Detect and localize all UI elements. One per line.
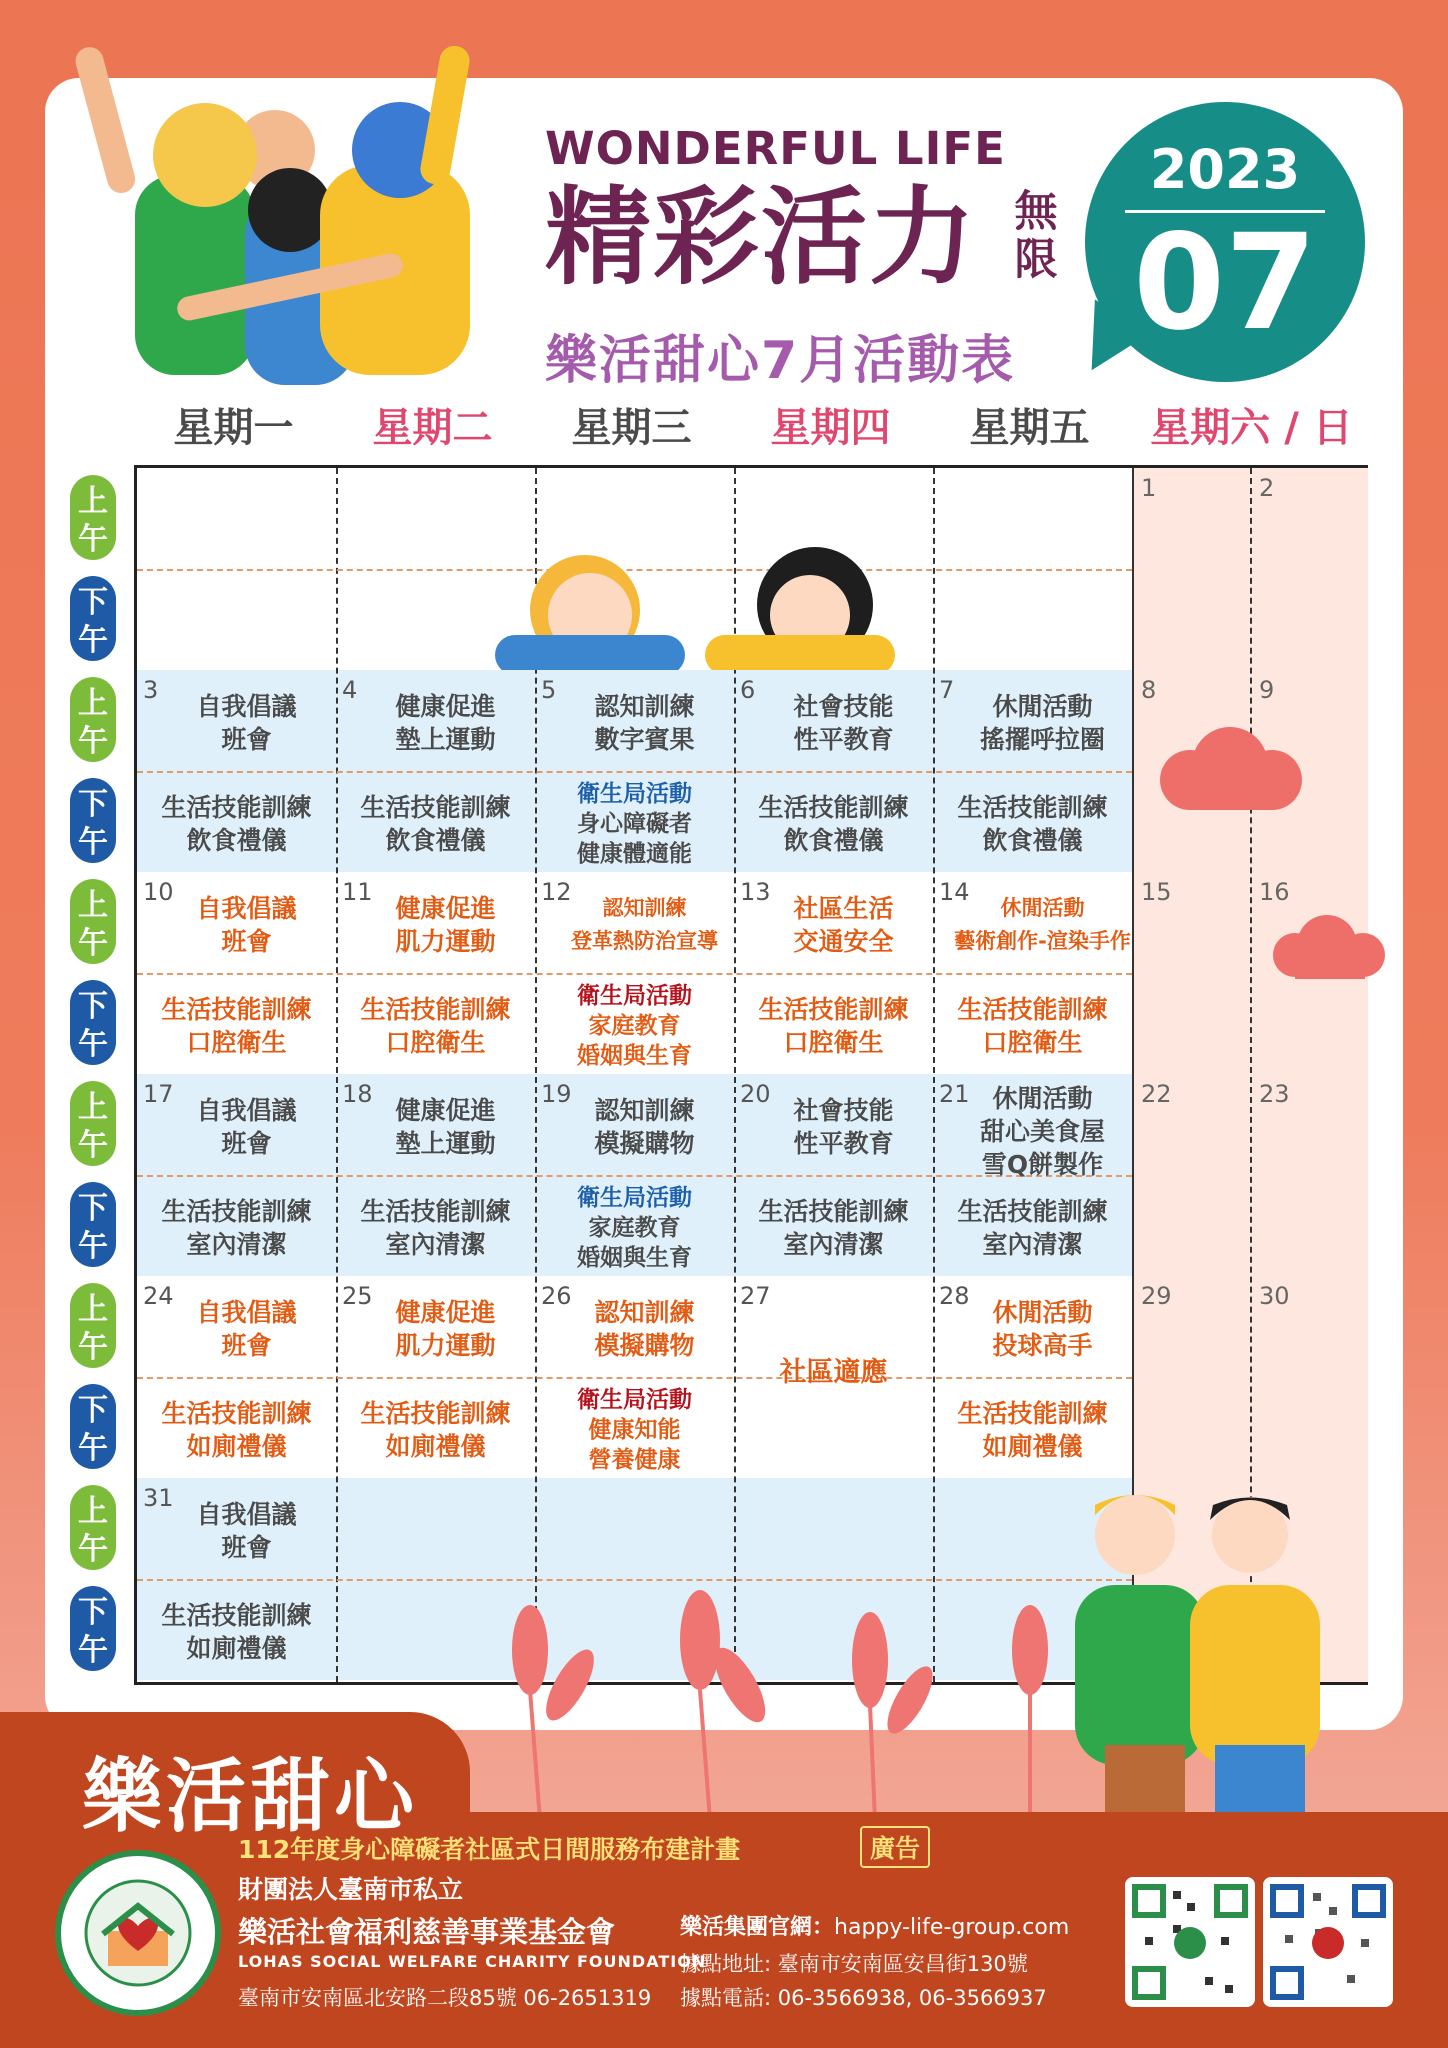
am-label: 上 午 [70,879,116,964]
activity-pm: 生活技能訓練 飲食禮儀 [758,793,909,855]
activity-pm: 家庭教育 婚姻與生育 [577,1013,692,1069]
activity-pm-header: 衛生局活動 [577,1387,692,1413]
men-illustration [1025,1475,1355,1820]
activity-am: 自我倡議 班會 [196,894,297,956]
activity-pm: 身心障礙者 健康體適能 [577,811,692,867]
weekend-date-number: 16 [1259,878,1290,906]
site-address: 據點地址: 臺南市安南區安昌街130號 [680,1952,1028,1976]
activity-pm: 生活技能訓練 口腔衛生 [161,995,312,1057]
date-number: 12 [541,878,572,906]
date-number: 19 [541,1080,572,1108]
activity-pm-header: 衛生局活動 [577,1185,692,1211]
day-header-wed: 星期三 [571,405,692,451]
website-link[interactable]: happy-life-group.com [834,1915,1070,1940]
am-label: 上 午 [70,1485,116,1570]
activity-am: 健康促進 肌力運動 [395,894,496,956]
activity-am: 休閒活動 藝術創作-渲染手作 [954,896,1131,953]
day-header-thu: 星期四 [770,405,891,451]
am-label: 上 午 [70,475,116,560]
date-number: 11 [342,878,373,906]
activity-full-day: 社區適應 [779,1357,888,1388]
date-number: 31 [143,1484,174,1512]
am-label: 上 午 [70,1283,116,1368]
website-line [680,1910,1069,1941]
activity-am: 認知訓練 登革熱防治宣導 [571,896,718,953]
pm-label: 下 午 [70,576,116,661]
website-label: 樂活集團官網： [680,1915,835,1940]
weekend-date-number: 2 [1259,474,1275,502]
date-number: 14 [939,878,970,906]
activity-am: 休閒活動 搖擺呼拉圈 [979,692,1105,754]
activity-pm: 生活技能訓練 室內清潔 [360,1197,511,1259]
date-number: 17 [143,1080,174,1108]
pm-label: 下 午 [70,1182,116,1267]
am-pm-divider [137,771,1132,773]
activity-am: 認知訓練 數字賓果 [594,692,695,754]
ad-tag: 廣告 [860,1826,930,1868]
line-qr-code[interactable] [1125,1877,1255,2007]
month-label: 07 [1133,206,1317,360]
activity-pm: 生活技能訓練 飲食禮儀 [957,793,1108,855]
weekend-date-number: 22 [1141,1080,1172,1108]
weekend-date-number: 29 [1141,1282,1172,1310]
date-number: 18 [342,1080,373,1108]
org-line1: 財團法人臺南市私立 [238,1875,464,1904]
activity-pm: 生活技能訓練 室內清潔 [161,1197,312,1259]
main-title: 精彩活力 [545,176,977,299]
activity-pm: 生活技能訓練 飲食禮儀 [360,793,511,855]
activity-am: 休閒活動 甜心美食屋 雪Q餅製作 [979,1084,1105,1179]
foundation-logo [55,1850,221,2016]
weekend-date-number: 23 [1259,1080,1290,1108]
activity-am: 社會技能 性平教育 [793,692,894,754]
activity-am: 認知訓練 模擬購物 [594,1096,695,1158]
date-number: 26 [541,1282,572,1310]
qr-pattern [1125,1877,1255,2007]
plan-title: 112年度身心障礙者社區式日間服務布建計畫 [238,1835,741,1864]
activity-am: 自我倡議 班會 [196,1298,297,1360]
activity-pm: 生活技能訓練 如廁禮儀 [957,1399,1108,1461]
weekend-date-number: 1 [1141,474,1157,502]
date-number: 24 [143,1282,174,1310]
activity-am: 自我倡議 班會 [196,1096,297,1158]
girls-illustration [475,540,905,670]
pm-label: 下 午 [70,778,116,863]
site-phone: 據點電話: 06-3566938, 06-3566937 [680,1986,1047,2010]
am-label: 上 午 [70,1081,116,1166]
date-number: 7 [939,676,955,704]
activity-pm-header: 衛生局活動 [577,983,692,1009]
activity-am: 健康促進 肌力運動 [395,1298,496,1360]
activity-pm: 生活技能訓練 口腔衛生 [758,995,909,1057]
activity-pm: 家庭教育 婚姻與生育 [577,1215,692,1271]
pm-label: 下 午 [70,1384,116,1469]
am-pm-divider [137,1377,1132,1379]
activity-pm: 生活技能訓練 飲食禮儀 [161,793,312,855]
activity-pm: 生活技能訓練 如廁禮儀 [161,1399,312,1461]
am-label: 上 午 [70,677,116,762]
date-number: 3 [143,676,159,704]
activity-am: 社會技能 性平教育 [793,1096,894,1158]
qr-pattern [1263,1877,1393,2007]
day-header-weekend: 星期六 / 日 [1150,405,1353,451]
activity-am: 社區生活 交通安全 [793,894,894,956]
footer-brand: 樂活甜心 [82,1750,418,1843]
date-number: 21 [939,1080,970,1108]
subtitle: WONDERFUL LIFE [545,122,1006,175]
calendar-subheading: 樂活甜心7月活動表 [545,331,1016,391]
activity-pm: 生活技能訓練 如廁禮儀 [161,1601,312,1663]
pm-label: 下 午 [70,980,116,1065]
activity-am: 休閒活動 投球高手 [992,1298,1093,1360]
date-number: 6 [740,676,756,704]
weekend-date-number: 15 [1141,878,1172,906]
activity-am: 健康促進 墊上運動 [395,692,496,754]
pm-label: 下 午 [70,1586,116,1671]
activity-pm: 生活技能訓練 口腔衛生 [957,995,1108,1057]
org-english-name: LOHAS SOCIAL WELFARE CHARITY FOUNDATION [238,1952,707,1971]
date-number: 28 [939,1282,970,1310]
activity-pm: 生活技能訓練 室內清潔 [957,1197,1108,1259]
date-number: 10 [143,878,174,906]
org-address: 臺南市安南區北安路二段85號 06-2651319 [238,1986,652,2010]
org-line2: 樂活社會福利慈善事業基金會 [238,1915,616,1949]
am-pm-divider [137,973,1132,975]
date-number: 13 [740,878,771,906]
date-number: 20 [740,1080,771,1108]
day-header-mon: 星期一 [173,405,294,451]
activity-am: 自我倡議 班會 [196,1500,297,1562]
activity-pm: 生活技能訓練 如廁禮儀 [360,1399,511,1461]
activity-pm: 生活技能訓練 室內清潔 [758,1197,909,1259]
plants-decoration [470,1590,1110,1820]
friends-illustration [75,25,525,395]
am-pm-divider [137,1579,1132,1581]
cloud-decoration [1150,725,1310,815]
activity-pm: 健康知能 營養健康 [588,1417,681,1473]
date-number: 5 [541,676,557,704]
day-header-tue: 星期二 [372,405,493,451]
year-label: 2023 [1149,138,1301,201]
date-number: 27 [740,1282,771,1310]
main-title-side: 無限 [1014,187,1058,285]
cloud-decoration [1265,915,1395,985]
activity-am: 認知訓練 模擬購物 [594,1298,695,1360]
weekend-date-number: 9 [1259,676,1275,704]
activity-pm-header: 衛生局活動 [577,781,692,807]
activity-pm: 生活技能訓練 口腔衛生 [360,995,511,1057]
date-number: 25 [342,1282,373,1310]
day-header-fri: 星期五 [969,405,1090,451]
weekend-date-number: 8 [1141,676,1157,704]
weekend-date-number: 30 [1259,1282,1290,1310]
activity-am: 自我倡議 班會 [196,692,297,754]
website-qr-code[interactable] [1263,1877,1393,2007]
activity-am: 健康促進 墊上運動 [395,1096,496,1158]
date-number: 4 [342,676,358,704]
